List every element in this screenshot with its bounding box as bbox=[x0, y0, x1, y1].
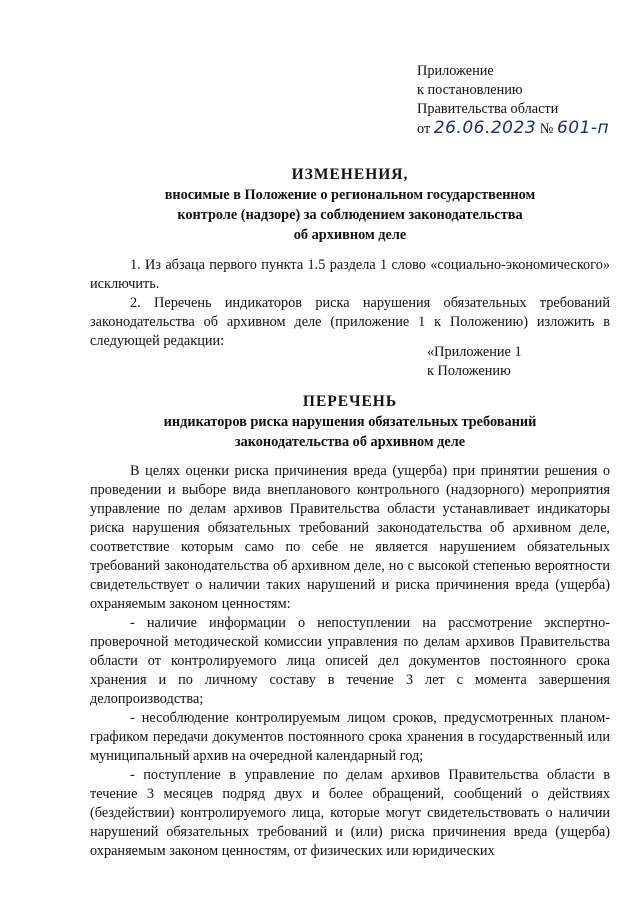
indicator-paragraph-3: - поступление в управление по делам архивов Правительства области в течение 3 месяцев подряд двух и более обращений, сообщений о действиях (бездействии) контролируемого лица, которые могут свидетельствовать о наличии нарушений обязательных требований и (или) риска причинения вреда (ущерба) охраняемым законом ценностям, от физических или юридических bbox=[90, 767, 610, 859]
addendum-line-1: «Приложение 1 bbox=[427, 344, 522, 360]
changes-subtitle-1: вносимые в Положение о региональном государственном bbox=[164, 187, 536, 203]
amendment-item-2: 2. Перечень индикаторов риска нарушения обязательных требований законодательства об архивном деле (приложение 1 к Положению) изложить в следующей редакции: bbox=[90, 295, 610, 349]
intro-paragraph: В целях оценки риска причинения вреда (ущерба) при принятии решения о проведении и выборе вида внепланового контрольного (надзорного) мероприятия управление по делам архивов Правительства области устанавливает индикаторы риска нарушения обязательных требований законодательства об архивном деле, соответствие которым само по себе не является нарушением обязательных требований законодательства об архивном деле, но с высокой степенью вероятности свидетельствует о наличии таких нарушений и риска причинения вреда (ущерба) охраняемым законом ценностям: bbox=[90, 463, 610, 612]
number-label: № bbox=[539, 121, 554, 137]
changes-title bbox=[90, 165, 610, 245]
approval-line-2: к постановлению bbox=[417, 82, 523, 98]
changes-subtitle-3: об архивном деле bbox=[293, 227, 407, 243]
ot-label: от bbox=[417, 121, 431, 137]
approval-block bbox=[417, 62, 609, 139]
changes-heading: ИЗМЕНЕНИЯ, bbox=[291, 166, 409, 183]
approval-line-1: Приложение bbox=[417, 63, 494, 79]
addendum-reference bbox=[427, 343, 522, 381]
list-heading: ПЕРЕЧЕНЬ bbox=[302, 393, 398, 410]
approval-line-3: Правительства области bbox=[417, 101, 559, 117]
list-title bbox=[90, 392, 610, 452]
handwritten-date: 26.06.2023 bbox=[433, 118, 537, 138]
approval-date-line bbox=[417, 119, 609, 139]
indicator-paragraph-1: - наличие информации о непоступлении на рассмотрение экспертно-проверочной методической комиссии управления по делам архивов Правительства области от контролируемого лица описей дел документов постоянного срока хранения и по личному составу в течение 3 лет с момента завершения делопроизводства; bbox=[90, 615, 610, 707]
handwritten-number: 601-п bbox=[556, 118, 610, 138]
amendment-items bbox=[90, 256, 610, 351]
changes-subtitle-2: контроле (надзоре) за соблюдением законодательства bbox=[177, 207, 523, 223]
list-subtitle-2: законодательства об архивном деле bbox=[234, 434, 466, 450]
addendum-line-2: к Положению bbox=[427, 363, 511, 379]
amendment-item-1: 1. Из абзаца первого пункта 1.5 раздела 1 слово «социально-экономического» исключить. bbox=[90, 257, 610, 292]
indicator-paragraph-2: - несоблюдение контролируемым лицом сроков, предусмотренных планом-графиком передачи документов постоянного срока хранения в государственный или муниципальный архив на очередной календарный год; bbox=[90, 710, 610, 764]
list-subtitle-1: индикаторов риска нарушения обязательных требований bbox=[163, 414, 537, 430]
indicator-paragraphs bbox=[90, 462, 610, 861]
